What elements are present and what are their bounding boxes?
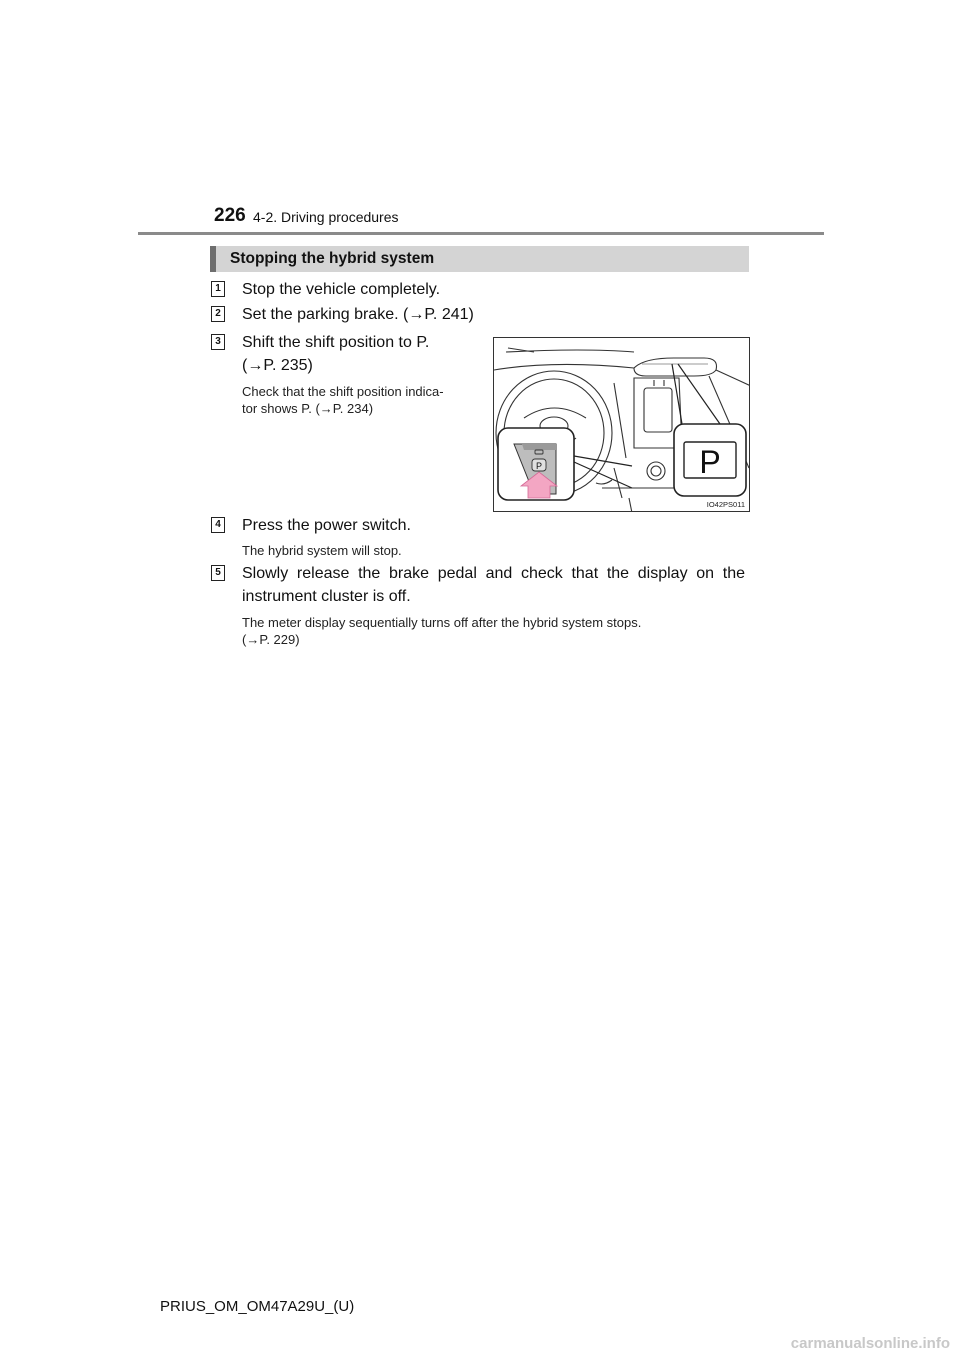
step-text-5 xyxy=(242,562,745,608)
step-note-3-line1: Check that the shift position indica- xyxy=(242,384,444,399)
page-number: 226 xyxy=(214,205,246,226)
step-number-1: 1 xyxy=(211,281,225,297)
step-note-4: The hybrid system will stop. xyxy=(242,543,402,558)
step-number-2: 2 xyxy=(211,306,225,322)
step-text-5-line1: Slowly release the brake pedal and check that the display on the xyxy=(242,565,745,582)
step-text-3 xyxy=(242,331,429,377)
step-text-5-line2: instrument cluster is off. xyxy=(242,588,411,605)
shift-indicator-label: P xyxy=(699,444,721,480)
section-header xyxy=(210,246,749,272)
section-title: Stopping the hybrid system xyxy=(230,250,435,267)
step-text-1: Stop the vehicle completely. xyxy=(242,281,441,298)
step-note-5 xyxy=(242,614,641,648)
chapter-title: 4-2. Driving procedures xyxy=(253,209,399,225)
step-note-5-line1: The meter display sequentially turns off after the hybrid system stops. xyxy=(242,615,642,630)
step-text-3-line2: (→P. 235) xyxy=(242,357,313,374)
header-divider xyxy=(138,232,824,235)
step-text-4: Press the power switch. xyxy=(242,517,411,534)
step-number-5: 5 xyxy=(211,565,225,581)
step-number-3: 3 xyxy=(211,334,225,350)
step-note-3 xyxy=(242,383,444,417)
dashboard-illustration xyxy=(493,337,750,512)
step-text-2: Set the parking brake. (→P. 241) xyxy=(242,306,474,323)
step-text-3-line1: Shift the shift position to P. xyxy=(242,334,430,351)
step-number-4: 4 xyxy=(211,517,225,533)
watermark: carmanualsonline.info xyxy=(790,1335,950,1352)
step-note-3-line2: tor shows P. (→P. 234) xyxy=(242,401,374,416)
step-note-5-line2: (→P. 229) xyxy=(242,632,300,647)
document-id: PRIUS_OM_OM47A29U_(U) xyxy=(160,1298,355,1315)
shift-button-label: P xyxy=(535,461,543,471)
figure-code: IO42PS011 xyxy=(706,500,745,509)
dashboard-drawing xyxy=(494,338,750,512)
